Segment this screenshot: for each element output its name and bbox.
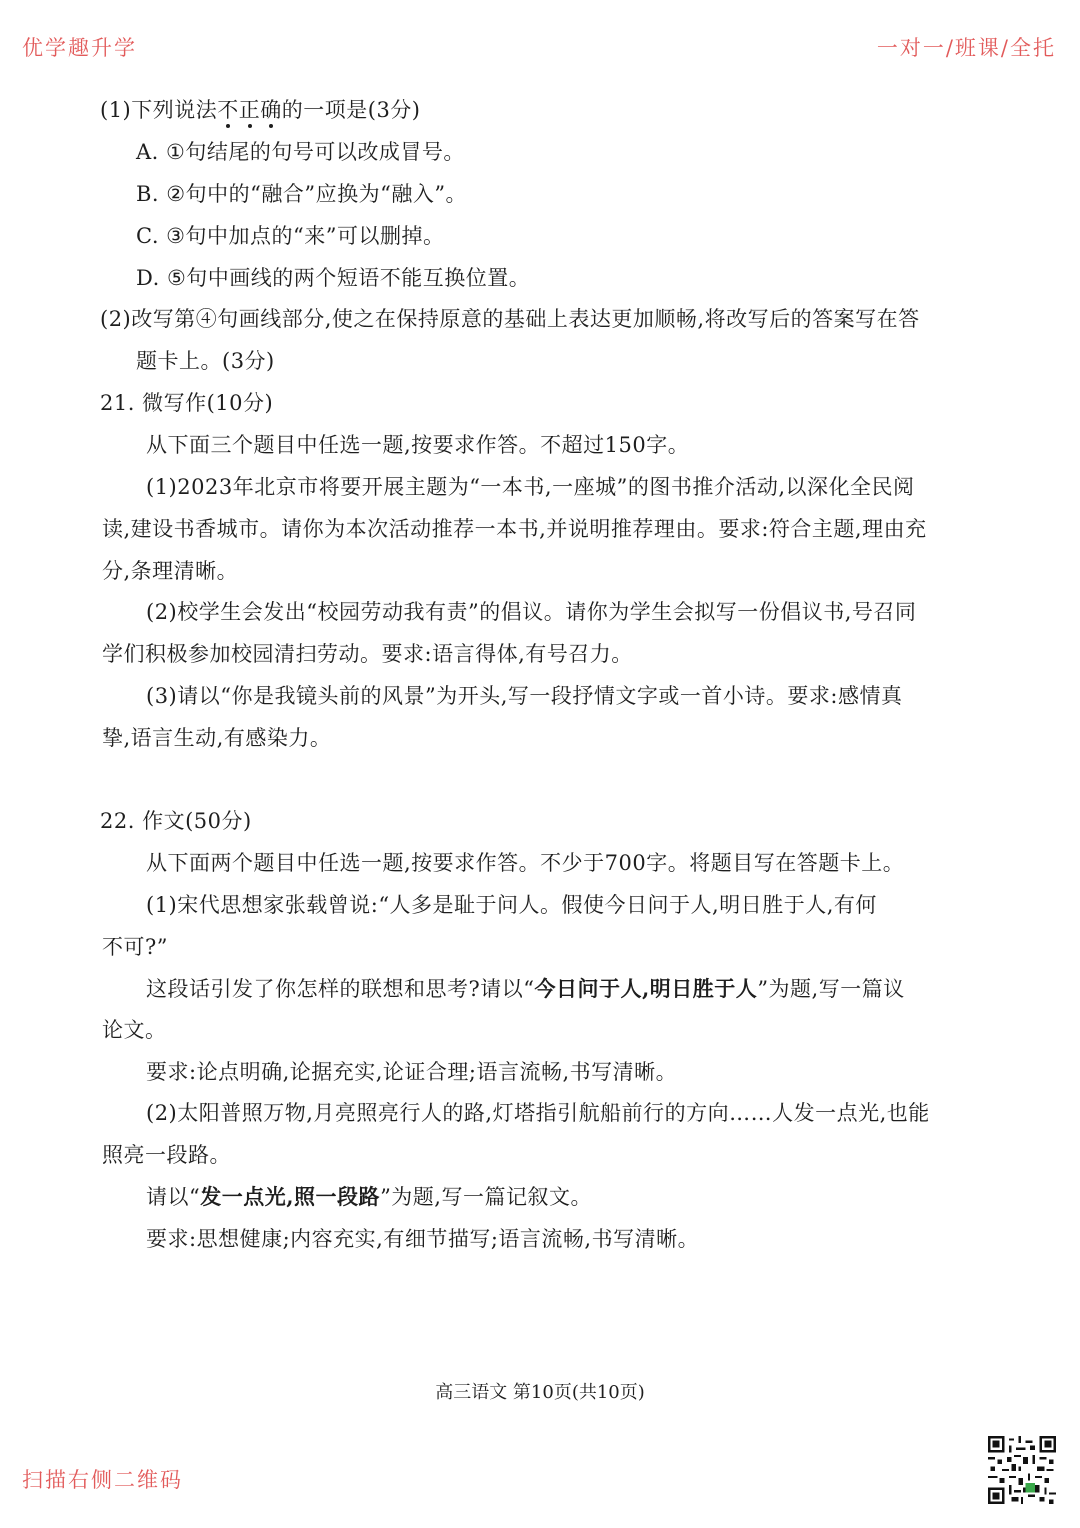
emphasized-char: 不: [217, 98, 239, 122]
option-c: C. ③句中加点的“来”可以删掉。: [136, 224, 445, 248]
q21-p2-line2: 学们积极参加校园清扫劳动。要求:语言得体,有号召力。: [102, 642, 633, 666]
q22-p1-line1: (1)宋代思想家张载曾说:“人多是耻于问人。假使今日问于人,明日胜于人,有何: [146, 893, 877, 917]
q22-p2-requirements: 要求:思想健康;内容充实,有细节描写;语言流畅,书写清晰。: [146, 1227, 700, 1251]
q22-p1-prompt-line2: 论文。: [102, 1018, 167, 1042]
prompt-text: ”为题,写一篇记叙文。: [380, 1185, 592, 1209]
q22-intro: 从下面两个题目中任选一题,按要求作答。不少于700字。将题目写在答题卡上。: [146, 851, 905, 875]
q22-p2-prompt: [146, 1183, 592, 1211]
option-b: B. ②句中的“融合”应换为“融入”。: [136, 182, 468, 206]
watermark-top-right: 一对一/班课/全托: [876, 36, 1056, 60]
q20-1-stem: [100, 96, 421, 124]
q22-p1-prompt: [146, 975, 905, 1003]
q20-2-line1: (2)改写第④句画线部分,使之在保持原意的基础上表达更加顺畅,将改写后的答案写在答: [100, 307, 920, 331]
essay-title: 发一点光,照一段路: [200, 1184, 381, 1209]
stem-text: 的一项是(3分): [281, 98, 421, 122]
qr-code-icon[interactable]: [988, 1436, 1056, 1504]
watermark-bottom-left: 扫描右侧二维码: [22, 1468, 183, 1492]
q22-p1-requirements: 要求:论点明确,论据充实,论证合理;语言流畅,书写清晰。: [146, 1060, 678, 1084]
q21-title: 21. 微写作(10分): [100, 391, 274, 415]
option-a: A. ①句结尾的句号可以改成冒号。: [136, 140, 465, 164]
option-d: D. ⑤句中画线的两个短语不能互换位置。: [136, 266, 531, 290]
emphasized-char: 正: [239, 98, 261, 122]
q21-p3-line2: 挚,语言生动,有感染力。: [102, 726, 332, 750]
q21-p2-line1: (2)校学生会发出“校园劳动我有责”的倡议。请你为学生会拟写一份倡议书,号召同: [146, 600, 917, 624]
q22-p1-line2: 不可?”: [102, 935, 168, 959]
prompt-text: 请以“: [146, 1185, 201, 1209]
page-footer: 高三语文 第10页(共10页): [435, 1382, 645, 1403]
q22-p2-line1: (2)太阳普照万物,月亮照亮行人的路,灯塔指引航船前行的方向……人发一点光,也能: [146, 1101, 930, 1125]
q21-p3-line1: (3)请以“你是我镜头前的风景”为开头,写一段抒情文字或一首小诗。要求:感情真: [146, 684, 903, 708]
stem-text: (1)下列说法: [100, 98, 218, 122]
q21-p1-line2: 读,建设书香城市。请你为本次活动推荐一本书,并说明推荐理由。要求:符合主题,理由充: [102, 517, 927, 541]
q21-p1-line1: (1)2023年北京市将要开展主题为“一本书,一座城”的图书推介活动,以深化全民阅: [146, 475, 915, 499]
prompt-text: 这段话引发了你怎样的联想和思考?请以“: [146, 977, 535, 1001]
emphasized-char: 确: [260, 98, 282, 122]
q21-intro: 从下面三个题目中任选一题,按要求作答。不超过150字。: [146, 433, 690, 457]
watermark-top-left: 优学趣升学: [22, 36, 137, 60]
essay-title: 今日问于人,明日胜于人: [534, 976, 758, 1001]
prompt-text: ”为题,写一篇议: [757, 977, 905, 1001]
q20-2-line2: 题卡上。(3分): [136, 349, 275, 373]
q21-p1-line3: 分,条理清晰。: [102, 559, 239, 583]
q22-title: 22. 作文(50分): [100, 809, 252, 833]
q22-p2-line2: 照亮一段路。: [102, 1143, 231, 1167]
